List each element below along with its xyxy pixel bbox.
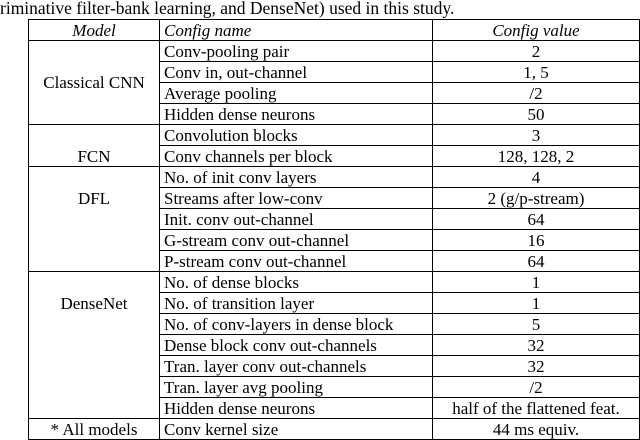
config-name-cell: P-stream conv out-channel [160, 251, 433, 272]
config-value-cell: 5 [433, 314, 640, 335]
config-name-cell: No. of conv-layers in dense block [160, 314, 433, 335]
config-value-cell: 128, 128, 2 [433, 146, 640, 167]
config-name-cell: G-stream conv out-channel [160, 230, 433, 251]
model-cell-classical-cnn: Classical CNN [29, 41, 160, 125]
config-name-cell: Hidden dense neurons [160, 104, 433, 125]
table-row [29, 419, 640, 440]
config-name-cell: No. of dense blocks [160, 272, 433, 293]
header-row [29, 20, 640, 41]
model-cell-all-models: * All models [29, 419, 160, 440]
config-name-cell: Convolution blocks [160, 125, 433, 146]
table-row [29, 272, 640, 293]
config-value-cell: half of the flattened feat. [433, 398, 640, 419]
config-name-cell: Init. conv out-channel [160, 209, 433, 230]
config-name-cell: Conv in, out-channel [160, 62, 433, 83]
config-value-cell: 3 [433, 125, 640, 146]
config-value-cell: 1 [433, 272, 640, 293]
config-name-cell: Conv channels per block [160, 146, 433, 167]
table-row [29, 167, 640, 188]
config-value-cell: 1 [433, 293, 640, 314]
config-name-cell: Average pooling [160, 83, 433, 104]
model-cell-dfl: DFL [29, 167, 160, 272]
header-config-name: Config name [160, 20, 433, 41]
config-value-cell: /2 [433, 377, 640, 398]
config-name-cell: Conv kernel size [160, 419, 433, 440]
model-cell-densenet: DenseNet [29, 272, 160, 419]
table-row [29, 125, 640, 146]
config-name-cell: No. of init conv layers [160, 167, 433, 188]
config-value-cell: 32 [433, 356, 640, 377]
config-name-cell: Dense block conv out-channels [160, 335, 433, 356]
config-value-cell: 2 [433, 41, 640, 62]
config-value-cell: /2 [433, 83, 640, 104]
config-name-cell: Conv-pooling pair [160, 41, 433, 62]
model-cell-fcn: FCN [29, 125, 160, 167]
header-config-value: Config value [433, 20, 640, 41]
table-caption: riminative filter-bank learning, and DenseNet) used in this study. [0, 0, 455, 18]
config-value-cell: 64 [433, 209, 640, 230]
config-value-cell: 32 [433, 335, 640, 356]
table-row [29, 41, 640, 62]
config-value-cell: 2 (g/p-stream) [433, 188, 640, 209]
config-value-cell: 16 [433, 230, 640, 251]
config-value-cell: 1, 5 [433, 62, 640, 83]
config-name-cell: No. of transition layer [160, 293, 433, 314]
config-value-cell: 44 ms equiv. [433, 419, 640, 440]
config-value-cell: 50 [433, 104, 640, 125]
config-value-cell: 64 [433, 251, 640, 272]
config-value-cell: 4 [433, 167, 640, 188]
header-model: Model [29, 20, 160, 41]
config-name-cell: Tran. layer conv out-channels [160, 356, 433, 377]
config-name-cell: Tran. layer avg pooling [160, 377, 433, 398]
config-name-cell: Streams after low-conv [160, 188, 433, 209]
config-name-cell: Hidden dense neurons [160, 398, 433, 419]
config-table [28, 19, 640, 440]
